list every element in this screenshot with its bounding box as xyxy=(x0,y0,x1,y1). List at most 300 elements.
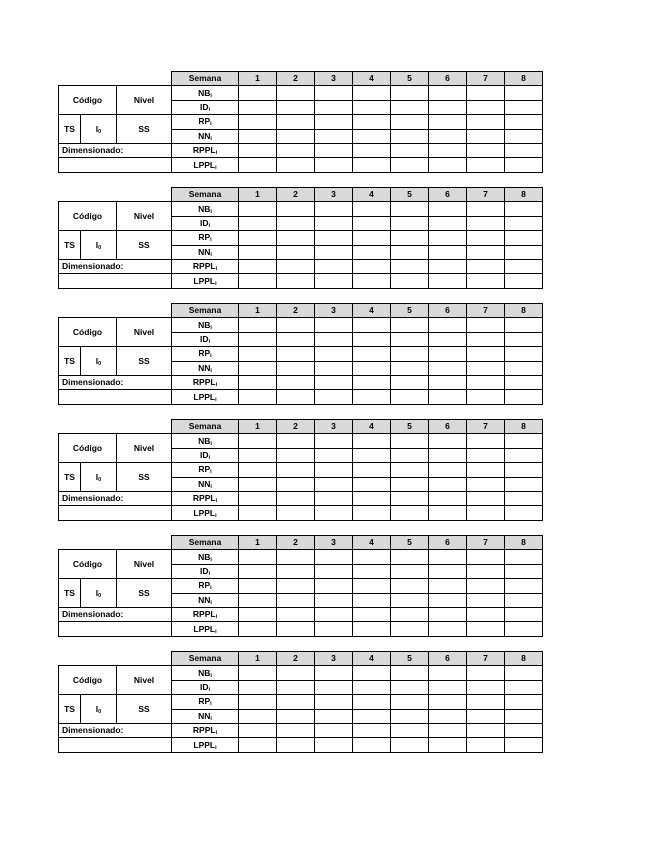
entry-cell-r4-w2[interactable] xyxy=(277,129,315,143)
entry-cell-r3-w5[interactable] xyxy=(391,231,429,245)
entry-cell-r5-w8[interactable] xyxy=(505,259,543,273)
entry-cell-r1-w8[interactable] xyxy=(505,318,543,332)
entry-cell-r2-w1[interactable] xyxy=(239,332,277,346)
entry-cell-r4-w4[interactable] xyxy=(353,245,391,259)
entry-cell-r5-w2[interactable] xyxy=(277,259,315,273)
entry-cell-r5-w4[interactable] xyxy=(353,259,391,273)
entry-cell-r4-w6[interactable] xyxy=(429,709,467,723)
entry-cell-r3-w2[interactable] xyxy=(277,695,315,709)
entry-cell-r3-w1[interactable] xyxy=(239,231,277,245)
entry-cell-r4-w1[interactable] xyxy=(239,129,277,143)
entry-cell-r3-w7[interactable] xyxy=(467,231,505,245)
entry-cell-r5-w8[interactable] xyxy=(505,491,543,505)
entry-cell-r3-w7[interactable] xyxy=(467,347,505,361)
entry-cell-r5-w8[interactable] xyxy=(505,723,543,737)
entry-cell-r4-w7[interactable] xyxy=(467,129,505,143)
entry-cell-r5-w5[interactable] xyxy=(391,723,429,737)
entry-cell-r4-w8[interactable] xyxy=(505,477,543,491)
entry-cell-r3-w5[interactable] xyxy=(391,579,429,593)
entry-cell-r6-w1[interactable] xyxy=(239,506,277,520)
entry-cell-r2-w5[interactable] xyxy=(391,100,429,114)
entry-cell-r4-w5[interactable] xyxy=(391,709,429,723)
entry-cell-r5-w5[interactable] xyxy=(391,143,429,157)
entry-cell-r5-w1[interactable] xyxy=(239,259,277,273)
entry-cell-r1-w4[interactable] xyxy=(353,86,391,100)
entry-cell-r5-w8[interactable] xyxy=(505,375,543,389)
entry-cell-r1-w1[interactable] xyxy=(239,318,277,332)
entry-cell-r1-w3[interactable] xyxy=(315,666,353,680)
entry-cell-r2-w1[interactable] xyxy=(239,680,277,694)
entry-cell-r4-w7[interactable] xyxy=(467,477,505,491)
entry-cell-r5-w6[interactable] xyxy=(429,143,467,157)
entry-cell-r5-w1[interactable] xyxy=(239,375,277,389)
entry-cell-r1-w1[interactable] xyxy=(239,86,277,100)
entry-cell-r2-w3[interactable] xyxy=(315,332,353,346)
entry-cell-r5-w4[interactable] xyxy=(353,723,391,737)
dimensionado-value-cell[interactable] xyxy=(59,506,172,520)
entry-cell-r1-w7[interactable] xyxy=(467,318,505,332)
entry-cell-r6-w1[interactable] xyxy=(239,622,277,636)
entry-cell-r2-w4[interactable] xyxy=(353,564,391,578)
entry-cell-r2-w6[interactable] xyxy=(429,216,467,230)
entry-cell-r5-w3[interactable] xyxy=(315,375,353,389)
entry-cell-r3-w1[interactable] xyxy=(239,579,277,593)
entry-cell-r4-w6[interactable] xyxy=(429,245,467,259)
entry-cell-r1-w5[interactable] xyxy=(391,86,429,100)
entry-cell-r3-w2[interactable] xyxy=(277,463,315,477)
entry-cell-r4-w1[interactable] xyxy=(239,361,277,375)
entry-cell-r1-w2[interactable] xyxy=(277,550,315,564)
entry-cell-r5-w1[interactable] xyxy=(239,607,277,621)
entry-cell-r1-w4[interactable] xyxy=(353,202,391,216)
entry-cell-r5-w4[interactable] xyxy=(353,607,391,621)
entry-cell-r1-w5[interactable] xyxy=(391,666,429,680)
entry-cell-r2-w5[interactable] xyxy=(391,680,429,694)
entry-cell-r5-w1[interactable] xyxy=(239,143,277,157)
entry-cell-r5-w7[interactable] xyxy=(467,491,505,505)
entry-cell-r5-w7[interactable] xyxy=(467,375,505,389)
week-number-8 xyxy=(505,72,543,86)
entry-cell-r3-w3[interactable] xyxy=(315,463,353,477)
entry-cell-r4-w6[interactable] xyxy=(429,361,467,375)
entry-cell-r5-w7[interactable] xyxy=(467,143,505,157)
entry-cell-r4-w1[interactable] xyxy=(239,593,277,607)
entry-cell-r5-w3[interactable] xyxy=(315,143,353,157)
entry-cell-r6-w1[interactable] xyxy=(239,158,277,172)
entry-cell-r2-w2[interactable] xyxy=(277,216,315,230)
dimensionado-value-cell[interactable] xyxy=(59,390,172,404)
entry-cell-r3-w1[interactable] xyxy=(239,695,277,709)
entry-cell-r2-w3[interactable] xyxy=(315,680,353,694)
entry-cell-r3-w6[interactable] xyxy=(429,231,467,245)
entry-cell-r5-w2[interactable] xyxy=(277,607,315,621)
entry-cell-r6-w5[interactable] xyxy=(391,738,429,752)
entry-cell-r1-w4[interactable] xyxy=(353,550,391,564)
entry-cell-r4-w5[interactable] xyxy=(391,245,429,259)
dimensionado-value-cell[interactable] xyxy=(59,622,172,636)
entry-cell-r4-w4[interactable] xyxy=(353,709,391,723)
entry-cell-r1-w1[interactable] xyxy=(239,434,277,448)
entry-cell-r1-w2[interactable] xyxy=(277,666,315,680)
dimensionado-value-cell[interactable] xyxy=(59,274,172,288)
entry-cell-r4-w1[interactable] xyxy=(239,245,277,259)
entry-cell-r1-w3[interactable] xyxy=(315,550,353,564)
entry-cell-r2-w5[interactable] xyxy=(391,448,429,462)
entry-cell-r1-w3[interactable] xyxy=(315,434,353,448)
entry-cell-r6-w4[interactable] xyxy=(353,738,391,752)
entry-cell-r1-w4[interactable] xyxy=(353,434,391,448)
entry-cell-r4-w1[interactable] xyxy=(239,709,277,723)
entry-cell-r3-w4[interactable] xyxy=(353,463,391,477)
entry-cell-r3-w4[interactable] xyxy=(353,579,391,593)
entry-cell-r4-w4[interactable] xyxy=(353,477,391,491)
entry-cell-r6-w4[interactable] xyxy=(353,622,391,636)
dimensionado-value-cell[interactable] xyxy=(59,738,172,752)
entry-cell-r1-w2[interactable] xyxy=(277,202,315,216)
entry-cell-r3-w4[interactable] xyxy=(353,695,391,709)
entry-cell-r2-w6[interactable] xyxy=(429,100,467,114)
entry-cell-r1-w7[interactable] xyxy=(467,202,505,216)
entry-cell-r5-w7[interactable] xyxy=(467,607,505,621)
entry-cell-r4-w4[interactable] xyxy=(353,593,391,607)
entry-cell-r6-w5[interactable] xyxy=(391,506,429,520)
entry-cell-r4-w3[interactable] xyxy=(315,709,353,723)
entry-cell-r1-w6[interactable] xyxy=(429,550,467,564)
entry-cell-r5-w6[interactable] xyxy=(429,259,467,273)
entry-cell-r6-w8[interactable] xyxy=(505,738,543,752)
entry-cell-r4-w4[interactable] xyxy=(353,361,391,375)
week-number-8 xyxy=(505,420,543,434)
entry-cell-r2-w8[interactable] xyxy=(505,680,543,694)
entry-cell-r2-w2[interactable] xyxy=(277,100,315,114)
entry-cell-r1-w7[interactable] xyxy=(467,86,505,100)
entry-cell-r1-w3[interactable] xyxy=(315,86,353,100)
entry-cell-r2-w8[interactable] xyxy=(505,100,543,114)
dimensionado-value-cell[interactable] xyxy=(59,158,172,172)
entry-cell-r2-w6[interactable] xyxy=(429,564,467,578)
entry-cell-r5-w3[interactable] xyxy=(315,259,353,273)
entry-cell-r1-w5[interactable] xyxy=(391,318,429,332)
entry-cell-r6-w8[interactable] xyxy=(505,506,543,520)
entry-cell-r2-w7[interactable] xyxy=(467,100,505,114)
entry-cell-r4-w8[interactable] xyxy=(505,361,543,375)
entry-cell-r6-w4[interactable] xyxy=(353,390,391,404)
entry-cell-r6-w8[interactable] xyxy=(505,274,543,288)
entry-cell-r6-w7[interactable] xyxy=(467,390,505,404)
entry-cell-r5-w3[interactable] xyxy=(315,607,353,621)
entry-cell-r4-w5[interactable] xyxy=(391,593,429,607)
entry-cell-r1-w6[interactable] xyxy=(429,318,467,332)
entry-cell-r5-w6[interactable] xyxy=(429,375,467,389)
entry-cell-r4-w4[interactable] xyxy=(353,129,391,143)
entry-cell-r1-w3[interactable] xyxy=(315,202,353,216)
entry-cell-r4-w1[interactable] xyxy=(239,477,277,491)
entry-cell-r2-w3[interactable] xyxy=(315,100,353,114)
entry-cell-r6-w2[interactable] xyxy=(277,274,315,288)
entry-cell-r3-w7[interactable] xyxy=(467,115,505,129)
entry-cell-r1-w8[interactable] xyxy=(505,86,543,100)
entry-cell-r3-w3[interactable] xyxy=(315,579,353,593)
entry-cell-r5-w3[interactable] xyxy=(315,491,353,505)
entry-cell-r3-w6[interactable] xyxy=(429,579,467,593)
entry-cell-r3-w4[interactable] xyxy=(353,115,391,129)
entry-cell-r6-w6[interactable] xyxy=(429,622,467,636)
entry-cell-r2-w5[interactable] xyxy=(391,564,429,578)
entry-cell-r6-w2[interactable] xyxy=(277,158,315,172)
entry-cell-r5-w6[interactable] xyxy=(429,607,467,621)
entry-cell-r4-w7[interactable] xyxy=(467,593,505,607)
entry-cell-r2-w7[interactable] xyxy=(467,216,505,230)
entry-cell-r6-w2[interactable] xyxy=(277,738,315,752)
entry-cell-r6-w6[interactable] xyxy=(429,506,467,520)
entry-cell-r5-w7[interactable] xyxy=(467,723,505,737)
entry-cell-r1-w8[interactable] xyxy=(505,666,543,680)
entry-cell-r2-w4[interactable] xyxy=(353,216,391,230)
entry-cell-r2-w3[interactable] xyxy=(315,564,353,578)
entry-cell-r6-w7[interactable] xyxy=(467,738,505,752)
entry-cell-r4-w3[interactable] xyxy=(315,245,353,259)
entry-cell-r4-w5[interactable] xyxy=(391,129,429,143)
entry-cell-r4-w7[interactable] xyxy=(467,361,505,375)
entry-cell-r1-w8[interactable] xyxy=(505,550,543,564)
item-planning-table-6 xyxy=(58,651,542,753)
entry-cell-r3-w2[interactable] xyxy=(277,231,315,245)
entry-cell-r2-w1[interactable] xyxy=(239,100,277,114)
entry-cell-r3-w7[interactable] xyxy=(467,579,505,593)
entry-cell-r6-w8[interactable] xyxy=(505,390,543,404)
entry-cell-r4-w8[interactable] xyxy=(505,709,543,723)
entry-cell-r5-w8[interactable] xyxy=(505,143,543,157)
entry-cell-r5-w5[interactable] xyxy=(391,259,429,273)
entry-cell-r5-w2[interactable] xyxy=(277,375,315,389)
entry-cell-r2-w5[interactable] xyxy=(391,216,429,230)
entry-cell-r1-w7[interactable] xyxy=(467,666,505,680)
entry-cell-r2-w6[interactable] xyxy=(429,448,467,462)
entry-cell-r6-w6[interactable] xyxy=(429,738,467,752)
entry-cell-r4-w7[interactable] xyxy=(467,709,505,723)
entry-cell-r1-w1[interactable] xyxy=(239,666,277,680)
entry-cell-r3-w3[interactable] xyxy=(315,347,353,361)
entry-cell-r5-w2[interactable] xyxy=(277,491,315,505)
entry-cell-r1-w8[interactable] xyxy=(505,434,543,448)
entry-cell-r5-w6[interactable] xyxy=(429,723,467,737)
entry-cell-r3-w8[interactable] xyxy=(505,231,543,245)
entry-cell-r1-w8[interactable] xyxy=(505,202,543,216)
entry-cell-r6-w6[interactable] xyxy=(429,274,467,288)
entry-cell-r3-w3[interactable] xyxy=(315,115,353,129)
entry-cell-r6-w3[interactable] xyxy=(315,506,353,520)
entry-cell-r2-w3[interactable] xyxy=(315,216,353,230)
entry-cell-r2-w2[interactable] xyxy=(277,680,315,694)
entry-cell-r6-w7[interactable] xyxy=(467,274,505,288)
entry-cell-r4-w8[interactable] xyxy=(505,129,543,143)
entry-cell-r6-w2[interactable] xyxy=(277,390,315,404)
entry-cell-r6-w4[interactable] xyxy=(353,506,391,520)
entry-cell-r4-w3[interactable] xyxy=(315,129,353,143)
entry-cell-r2-w3[interactable] xyxy=(315,448,353,462)
entry-cell-r3-w5[interactable] xyxy=(391,463,429,477)
entry-cell-r2-w7[interactable] xyxy=(467,448,505,462)
entry-cell-r4-w2[interactable] xyxy=(277,361,315,375)
entry-cell-r6-w2[interactable] xyxy=(277,506,315,520)
entry-cell-r2-w4[interactable] xyxy=(353,100,391,114)
entry-cell-r1-w1[interactable] xyxy=(239,202,277,216)
entry-cell-r4-w5[interactable] xyxy=(391,361,429,375)
entry-cell-r2-w8[interactable] xyxy=(505,332,543,346)
entry-cell-r2-w2[interactable] xyxy=(277,448,315,462)
entry-cell-r2-w4[interactable] xyxy=(353,448,391,462)
entry-cell-r5-w4[interactable] xyxy=(353,491,391,505)
entry-cell-r5-w3[interactable] xyxy=(315,723,353,737)
entry-cell-r3-w7[interactable] xyxy=(467,695,505,709)
entry-cell-r4-w6[interactable] xyxy=(429,477,467,491)
entry-cell-r5-w6[interactable] xyxy=(429,491,467,505)
entry-cell-r2-w1[interactable] xyxy=(239,564,277,578)
entry-cell-r4-w3[interactable] xyxy=(315,477,353,491)
entry-cell-r3-w5[interactable] xyxy=(391,347,429,361)
entry-cell-r2-w8[interactable] xyxy=(505,448,543,462)
entry-cell-r6-w6[interactable] xyxy=(429,390,467,404)
entry-cell-r1-w5[interactable] xyxy=(391,202,429,216)
entry-cell-r5-w2[interactable] xyxy=(277,143,315,157)
entry-cell-r3-w8[interactable] xyxy=(505,115,543,129)
entry-cell-r2-w5[interactable] xyxy=(391,332,429,346)
entry-cell-r5-w2[interactable] xyxy=(277,723,315,737)
entry-cell-r4-w8[interactable] xyxy=(505,245,543,259)
entry-cell-r1-w4[interactable] xyxy=(353,318,391,332)
row-label-id-main: ID xyxy=(200,681,209,692)
entry-cell-r6-w2[interactable] xyxy=(277,622,315,636)
entry-cell-r6-w5[interactable] xyxy=(391,274,429,288)
entry-cell-r5-w7[interactable] xyxy=(467,259,505,273)
entry-cell-r6-w1[interactable] xyxy=(239,390,277,404)
entry-cell-r6-w7[interactable] xyxy=(467,158,505,172)
entry-cell-r3-w8[interactable] xyxy=(505,463,543,477)
entry-cell-r6-w8[interactable] xyxy=(505,158,543,172)
entry-cell-r6-w3[interactable] xyxy=(315,738,353,752)
entry-cell-r4-w6[interactable] xyxy=(429,129,467,143)
entry-cell-r3-w4[interactable] xyxy=(353,231,391,245)
entry-cell-r3-w6[interactable] xyxy=(429,695,467,709)
entry-cell-r3-w3[interactable] xyxy=(315,231,353,245)
entry-cell-r4-w3[interactable] xyxy=(315,361,353,375)
entry-cell-r3-w1[interactable] xyxy=(239,463,277,477)
entry-cell-r1-w2[interactable] xyxy=(277,318,315,332)
entry-cell-r5-w5[interactable] xyxy=(391,491,429,505)
entry-cell-r1-w5[interactable] xyxy=(391,434,429,448)
entry-cell-r5-w1[interactable] xyxy=(239,491,277,505)
entry-cell-r5-w5[interactable] xyxy=(391,375,429,389)
entry-cell-r6-w8[interactable] xyxy=(505,622,543,636)
entry-cell-r3-w5[interactable] xyxy=(391,695,429,709)
entry-cell-r5-w4[interactable] xyxy=(353,143,391,157)
entry-cell-r1-w6[interactable] xyxy=(429,666,467,680)
entry-cell-r2-w7[interactable] xyxy=(467,564,505,578)
entry-cell-r2-w6[interactable] xyxy=(429,680,467,694)
entry-cell-r1-w1[interactable] xyxy=(239,550,277,564)
week-number-4 xyxy=(353,304,391,318)
entry-cell-r6-w1[interactable] xyxy=(239,274,277,288)
entry-cell-r6-w3[interactable] xyxy=(315,390,353,404)
entry-cell-r4-w8[interactable] xyxy=(505,593,543,607)
entry-cell-r5-w4[interactable] xyxy=(353,375,391,389)
entry-cell-r3-w1[interactable] xyxy=(239,115,277,129)
entry-cell-r6-w4[interactable] xyxy=(353,158,391,172)
entry-cell-r4-w2[interactable] xyxy=(277,709,315,723)
entry-cell-r2-w8[interactable] xyxy=(505,216,543,230)
entry-cell-r2-w4[interactable] xyxy=(353,680,391,694)
entry-cell-r1-w2[interactable] xyxy=(277,434,315,448)
entry-cell-r6-w7[interactable] xyxy=(467,506,505,520)
entry-cell-r1-w6[interactable] xyxy=(429,202,467,216)
entry-cell-r3-w2[interactable] xyxy=(277,347,315,361)
entry-cell-r1-w3[interactable] xyxy=(315,318,353,332)
entry-cell-r1-w2[interactable] xyxy=(277,86,315,100)
entry-cell-r4-w2[interactable] xyxy=(277,593,315,607)
entry-cell-r2-w1[interactable] xyxy=(239,448,277,462)
entry-cell-r5-w1[interactable] xyxy=(239,723,277,737)
entry-cell-r6-w7[interactable] xyxy=(467,622,505,636)
entry-cell-r3-w8[interactable] xyxy=(505,695,543,709)
entry-cell-r6-w6[interactable] xyxy=(429,158,467,172)
entry-cell-r2-w2[interactable] xyxy=(277,332,315,346)
entry-cell-r2-w1[interactable] xyxy=(239,216,277,230)
entry-cell-r3-w3[interactable] xyxy=(315,695,353,709)
entry-cell-r1-w6[interactable] xyxy=(429,434,467,448)
week-number-2 xyxy=(277,420,315,434)
entry-cell-r1-w4[interactable] xyxy=(353,666,391,680)
entry-cell-r3-w6[interactable] xyxy=(429,347,467,361)
entry-cell-r6-w4[interactable] xyxy=(353,274,391,288)
entry-cell-r3-w4[interactable] xyxy=(353,347,391,361)
entry-cell-r3-w2[interactable] xyxy=(277,115,315,129)
entry-cell-r3-w8[interactable] xyxy=(505,347,543,361)
entry-cell-r1-w7[interactable] xyxy=(467,550,505,564)
entry-cell-r3-w6[interactable] xyxy=(429,115,467,129)
entry-cell-r3-w8[interactable] xyxy=(505,579,543,593)
entry-cell-r6-w5[interactable] xyxy=(391,622,429,636)
entry-cell-r1-w5[interactable] xyxy=(391,550,429,564)
entry-cell-r5-w8[interactable] xyxy=(505,607,543,621)
entry-cell-r2-w7[interactable] xyxy=(467,332,505,346)
entry-cell-r4-w6[interactable] xyxy=(429,593,467,607)
entry-cell-r6-w3[interactable] xyxy=(315,158,353,172)
entry-cell-r4-w7[interactable] xyxy=(467,245,505,259)
entry-cell-r6-w5[interactable] xyxy=(391,158,429,172)
entry-cell-r4-w2[interactable] xyxy=(277,477,315,491)
entry-cell-r4-w2[interactable] xyxy=(277,245,315,259)
entry-cell-r3-w5[interactable] xyxy=(391,115,429,129)
entry-cell-r2-w4[interactable] xyxy=(353,332,391,346)
entry-cell-r2-w7[interactable] xyxy=(467,680,505,694)
entry-cell-r1-w7[interactable] xyxy=(467,434,505,448)
entry-cell-r3-w1[interactable] xyxy=(239,347,277,361)
entry-cell-r2-w8[interactable] xyxy=(505,564,543,578)
entry-cell-r6-w3[interactable] xyxy=(315,274,353,288)
entry-cell-r2-w2[interactable] xyxy=(277,564,315,578)
entry-cell-r2-w6[interactable] xyxy=(429,332,467,346)
entry-cell-r3-w2[interactable] xyxy=(277,579,315,593)
entry-cell-r6-w3[interactable] xyxy=(315,622,353,636)
entry-cell-r3-w6[interactable] xyxy=(429,463,467,477)
entry-cell-r6-w5[interactable] xyxy=(391,390,429,404)
entry-cell-r4-w3[interactable] xyxy=(315,593,353,607)
entry-cell-r5-w5[interactable] xyxy=(391,607,429,621)
entry-cell-r3-w7[interactable] xyxy=(467,463,505,477)
entry-cell-r6-w1[interactable] xyxy=(239,738,277,752)
entry-cell-r1-w6[interactable] xyxy=(429,86,467,100)
entry-cell-r4-w5[interactable] xyxy=(391,477,429,491)
